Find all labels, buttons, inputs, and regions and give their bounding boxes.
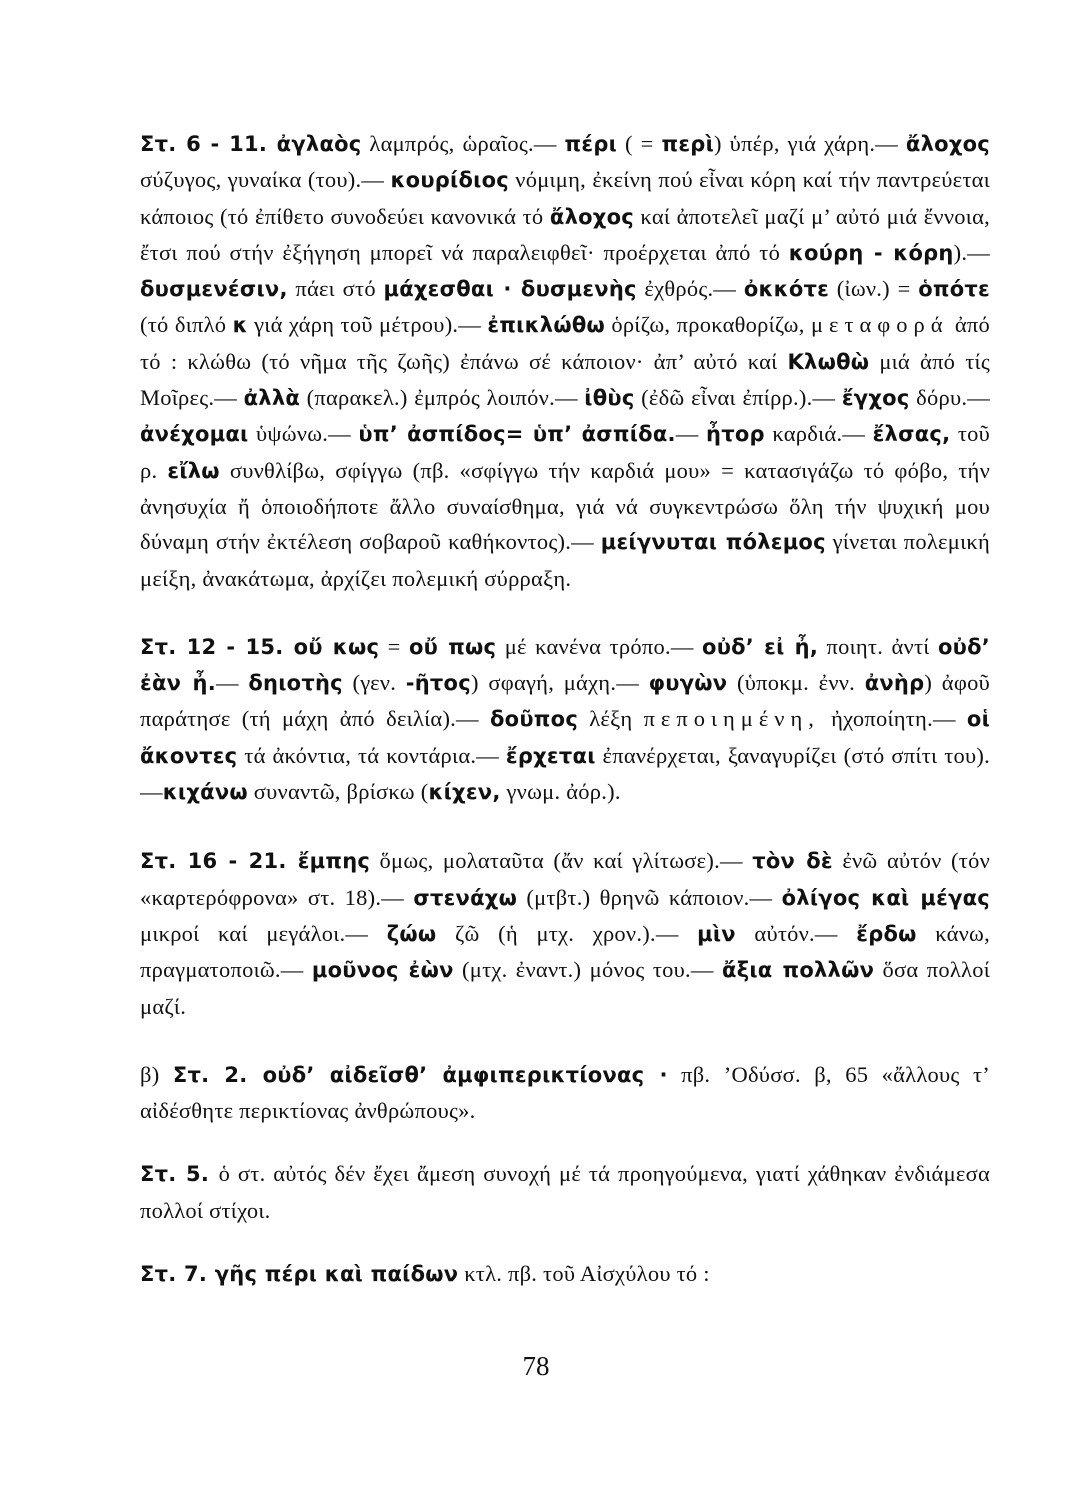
bold-term: ἔρχεται [505, 743, 596, 768]
text-run: λέξη [578, 706, 644, 732]
bold-term: ἰθὺς [584, 386, 635, 411]
text-run: συνθλίβω, σφίγγω (πβ. «σφίγγω τήν καρδιά μου» = κατασιγάζω τό φόβο, τήν ἀνησυχία ἤ ὁποιοδήποτε ἄλλο συναίσθημα, γιά νά συγκεντρώσω ὅλη τήν ψυχική μου δύναμη στήν ἐκτέλεση σοβαροῦ καθήκοντος).— [140, 457, 990, 555]
text-run: ὁρίζω, προκαθορίζω, [605, 312, 811, 338]
bold-term: κ [232, 313, 248, 338]
text-run: τά ἀκόντια, τά κοντάρια.— [237, 742, 506, 768]
bold-term: μείγνυται πόλεμος [600, 530, 826, 555]
bold-term: ἔρδω [856, 921, 917, 946]
text-run: ) ἀφοῦ παράτησε (τή μάχη ἀπό δειλία).— [140, 670, 990, 732]
bold-term: δοῦπος [490, 707, 579, 732]
text-run: καί ἀποτελεῖ μαζί μ’ αὐτό μιά ἔννοια, ἔτσι πού στήν ἐξήγηση μπορεῖ νά παραλειφθεῖ· προέρχεται ἀπό τό [140, 203, 990, 265]
bold-term: γῆς πέρι καὶ παίδων [214, 1262, 459, 1287]
bold-term: ἀλλὰ [243, 386, 301, 411]
text-run: ζῶ (ἡ μτχ. χρον.).— [436, 920, 698, 946]
text-run: (γεν. [342, 670, 406, 696]
bold-term: Στ. 2. [172, 1062, 263, 1087]
text-run: (τό διπλό [140, 312, 233, 338]
text-run: τοῦ ρ. [140, 421, 991, 483]
text-run: ἀπό τό : κλώθω (τό νῆμα τῆς ζωῆς) ἐπάνω σέ κάποιον· ἀπ’ αὐτό καί [140, 312, 990, 374]
bold-term: ὑπ’ ἀσπίδος= ὑπ’ ἀσπίδα. [358, 422, 676, 447]
text-run: (ἐδῶ εἶναι ἐπίρρ.).— [634, 385, 842, 411]
text-run: συναντῶ, βρίσκω ( [247, 779, 429, 805]
text-run: (παρακελ.) ἐμπρός λοιπόν.— [300, 385, 585, 411]
text-run: γιά χάρη τοῦ μέτρου).— [247, 312, 488, 338]
text-run: ὁ στ. αὐτός δέν ἔχει ἄμεση συνοχή μέ τά προηγούμενα, γιατί χάθηκαν ἐνδιάμεσα πολλοί στίχοι. [140, 1161, 991, 1223]
bold-term: Κλωθὼ [787, 349, 870, 374]
spaced-term: μεταφορά [810, 312, 949, 338]
bold-term: ἄλοχος [549, 204, 634, 229]
text-run: γνωμ. ἀόρ.). [500, 779, 621, 805]
text-run: ὅμως, μολαταῦτα (ἄν καί γλίτωσε).— [370, 848, 753, 874]
text-run: ( = [617, 131, 662, 156]
bold-term: ἔγχος [841, 386, 910, 411]
bold-term: εἴλω [167, 458, 220, 483]
bold-term: οὐδ’ αἰδεῖσθ’ ἀμφιπερικτίονας · [262, 1062, 668, 1087]
text-run: (ἰων.) = [829, 276, 919, 302]
bold-term: μὶν [697, 921, 736, 946]
spaced-term: πεποιημένη, [643, 706, 820, 732]
bold-term: οὔ πως [408, 634, 497, 659]
bold-term: μάχεσθαι · δυσμενὴς [383, 277, 637, 302]
text-run: ὑψώνω.— [248, 421, 359, 447]
text-run: σύζυγος, γυναίκα (του).— [140, 167, 391, 193]
bold-term: ἀνὴρ [864, 671, 925, 696]
bold-term: περὶ [661, 132, 715, 156]
bold-term: δηιοτὴς [248, 671, 343, 696]
bold-term: κουρίδιος [390, 168, 509, 193]
bold-term: Στ. 7. [140, 1262, 215, 1287]
bold-term: τὸν δὲ [752, 849, 833, 874]
commentary-page [140, 126, 990, 1292]
text-run: μιά ἀπό τίς Μοῖρες.— [140, 348, 990, 411]
bold-term: ὀκκότε [743, 277, 830, 302]
bold-term: οὐδ’ εἰ ἦ, [702, 634, 819, 659]
bold-term: Στ. 5. [140, 1162, 219, 1187]
bold-term: κιχάνω [162, 780, 248, 805]
bold-term: Στ. 6 - 11. [140, 132, 277, 156]
text-run: κάνω, πραγματοποιῶ.— [140, 920, 990, 983]
bold-term: ἄλοχος [905, 132, 990, 156]
bold-term: ἀνέχομαι [140, 422, 249, 447]
text-run: — [215, 670, 249, 696]
text-run: ἐπανέρχεται, ξαναγυρίζει (στό σπίτι του). — [140, 742, 991, 805]
text-run: δόρυ.— [909, 385, 990, 411]
bold-term: ἐπικλώθω [487, 313, 605, 338]
text-run: ἠχοποίητη.— [819, 706, 967, 732]
bold-term: ὀλίγος καὶ μέγας [781, 885, 990, 910]
bold-term: οὔ κως [293, 634, 380, 659]
text-run: γίνεται πολεμική μείξη, ἀνακάτωμα, ἀρχίζει πολεμική σύρραξη. [140, 529, 990, 591]
text-run: μέ κανένα τρόπο.— [496, 633, 703, 659]
bold-term: φυγὼν [648, 671, 728, 696]
text-run: ἐχθρός.— [636, 276, 744, 302]
bold-term: ἦτορ [706, 422, 765, 447]
text-run: κτλ. πβ. τοῦ Αἰσχύλου τό : [458, 1261, 710, 1287]
paragraph-st-16-21 [140, 843, 990, 1023]
text-run: β) [140, 1061, 173, 1087]
text-run: πβ. ’Οδύσσ. β, 65 «ἄλλους τ’ αἰδέσθητε περικτίονας ἀνθρώπους». [140, 1061, 990, 1124]
bold-term: ἔλσας, [872, 422, 951, 447]
text-run: (μτχ. ἐναντ.) μόνος του.— [453, 957, 723, 983]
text-run: καρδιά.— [764, 421, 873, 447]
bold-term: Στ. 16 - 21. [140, 849, 298, 874]
paragraph-st-5 [140, 1156, 990, 1228]
paragraph-st-12-15 [140, 629, 990, 810]
text-run: αὐτόν.— [735, 920, 857, 946]
text-run: = [379, 633, 409, 659]
text-run: ) ὑπέρ, γιά χάρη.— [714, 131, 906, 156]
bold-term: Στ. 12 - 15. [140, 634, 294, 659]
text-run: νόμιμη, ἐκείνη πού εἶναι κόρη καί τήν παντρεύεται κάποιος (τό ἐπίθετο συνοδεύει κανονικά τό [140, 167, 990, 229]
text-run: ὅσα πολλοί μαζί. [140, 957, 990, 1019]
bold-term: ἄξια πολλῶν [722, 958, 875, 983]
text-run: πάει στό [287, 276, 384, 302]
text-run: μικροί καί μεγάλοι.— [140, 920, 387, 946]
text-run: λαμπρός, ὡραῖος.— [361, 131, 565, 156]
bold-term: ἀγλαὸς [276, 132, 362, 156]
page-number: 78 [522, 1351, 550, 1381]
bold-term: -ῆτος [405, 671, 471, 696]
bold-term: κούρη - κόρη [788, 240, 954, 265]
text-run: ἐνῶ αὐτόν (τόν «καρτερόφρονα» στ. 18).— [140, 848, 991, 910]
text-run: — [675, 421, 707, 447]
paragraph-st-7 [140, 1256, 990, 1292]
bold-term: δυσμενέσιν, [140, 277, 288, 302]
bold-term: πέρι [564, 132, 618, 156]
text-run: ).— [953, 239, 990, 265]
text-run: ποιητ. ἀντί [818, 633, 938, 659]
bold-term: οὐδ’ ἐὰν ἦ. [140, 634, 991, 696]
bold-term: οἱ ἄκοντες [140, 707, 991, 768]
bold-term: ὁπότε [918, 277, 990, 302]
bold-term: κίχεν, [428, 780, 501, 805]
text-run: ) σφαγή, μάχη.— [470, 670, 649, 696]
text-run: (μτβτ.) θρηνῶ κάποιον.— [517, 884, 782, 910]
paragraph-b-st-2 [140, 1057, 990, 1129]
bold-term: ζώω [386, 921, 437, 946]
text-run: (ὑποκμ. ἐνν. [727, 670, 865, 696]
paragraph-st-6-11 [140, 126, 990, 596]
bold-term: στενάχω [413, 885, 518, 910]
bold-term: ἔμπης [297, 849, 371, 874]
bold-term: μοῦνος ἐὼν [311, 958, 454, 983]
